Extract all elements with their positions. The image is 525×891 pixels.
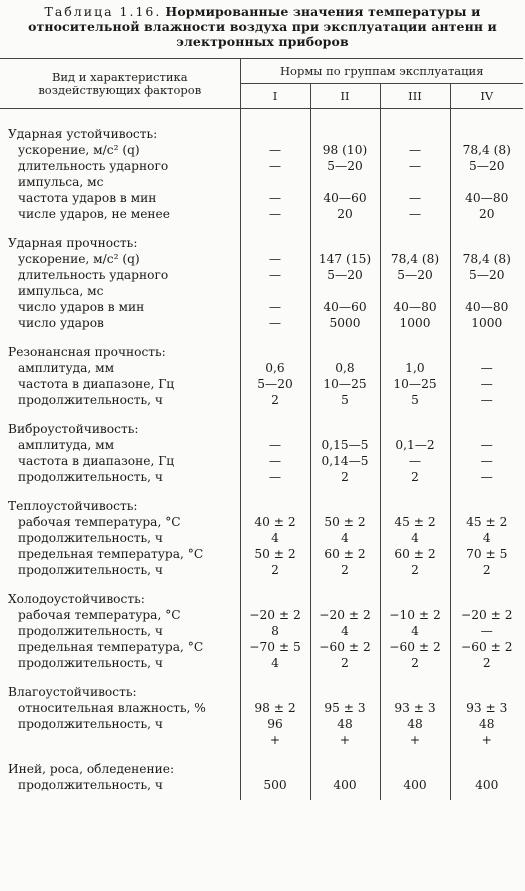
- value-cell: [240, 761, 310, 777]
- value-cell: [240, 235, 310, 251]
- spacer-cell: [0, 578, 240, 591]
- spacer-row: [0, 109, 523, 127]
- value-cell: —: [380, 158, 450, 174]
- table-row: [0, 562, 523, 578]
- value-cell: —: [380, 190, 450, 206]
- spacer-cell: [450, 793, 523, 800]
- value-cell: [310, 283, 380, 299]
- value-cell: [240, 421, 310, 437]
- spacer-cell: [0, 222, 240, 235]
- value-cell: [240, 174, 310, 190]
- spacer-cell: [310, 331, 380, 344]
- factor-label: частота ударов в мин: [18, 191, 157, 205]
- value-cell: 5: [310, 392, 380, 408]
- value-cell: [450, 174, 523, 190]
- value-cell: +: [450, 732, 523, 748]
- value-cell: 400: [310, 777, 380, 793]
- table-row: [0, 251, 523, 267]
- table-row: [0, 392, 523, 408]
- factor-label: предельная температура, °С: [18, 547, 204, 561]
- spacer-cell: [240, 578, 310, 591]
- value-cell: 5—20: [310, 267, 380, 283]
- value-cell: —: [450, 469, 523, 485]
- value-cell: 8: [240, 623, 310, 639]
- table-row: [0, 607, 523, 623]
- section-title: Ударная устойчивость:: [8, 127, 158, 141]
- table-row: [0, 732, 523, 748]
- spacer-cell: [380, 485, 450, 498]
- value-cell: —: [240, 190, 310, 206]
- value-cell: 10—25: [380, 376, 450, 392]
- spacer-cell: [380, 331, 450, 344]
- value-cell: 0,14—5: [310, 453, 380, 469]
- value-cell: 78,4 (8): [450, 142, 523, 158]
- value-cell: 45 ± 2: [380, 514, 450, 530]
- factor-label: предельная температура, °С: [18, 640, 204, 654]
- section-title-row: [0, 344, 523, 360]
- factor-label: продолжительность, ч: [18, 778, 163, 792]
- value-cell: 40 ± 2: [240, 514, 310, 530]
- spacer-cell: [380, 671, 450, 684]
- value-cell: 4: [380, 530, 450, 546]
- value-cell: 48: [380, 716, 450, 732]
- table-row: [0, 623, 523, 639]
- value-cell: [240, 126, 310, 142]
- spacer-cell: [450, 331, 523, 344]
- value-cell: 0,6: [240, 360, 310, 376]
- table-row: [0, 190, 523, 206]
- value-cell: —: [380, 453, 450, 469]
- value-cell: 70 ± 5: [450, 546, 523, 562]
- spacer-cell: [240, 793, 310, 800]
- value-cell: 48: [310, 716, 380, 732]
- value-cell: —: [240, 453, 310, 469]
- value-cell: 1000: [450, 315, 523, 331]
- value-cell: 0,8: [310, 360, 380, 376]
- factor-label: импульса, мс: [18, 284, 104, 298]
- factor-label: продолжительность, ч: [18, 470, 163, 484]
- value-cell: [240, 344, 310, 360]
- section-title: Холодоустойчивость:: [8, 592, 145, 606]
- spacer-cell: [450, 408, 523, 421]
- spacer-cell: [0, 793, 240, 800]
- spacer-cell: [310, 408, 380, 421]
- table-row: [0, 700, 523, 716]
- value-cell: [310, 421, 380, 437]
- value-cell: 98 (10): [310, 142, 380, 158]
- factor-label: ускорение, м/с² (q): [18, 143, 140, 157]
- value-cell: [450, 498, 523, 514]
- spacer-cell: [240, 331, 310, 344]
- value-cell: [380, 283, 450, 299]
- group-header: III: [380, 84, 450, 109]
- value-cell: −60 ± 2: [310, 639, 380, 655]
- factor-label: число ударов в мин: [18, 300, 145, 314]
- value-cell: —: [240, 267, 310, 283]
- value-cell: −60 ± 2: [380, 639, 450, 655]
- value-cell: [240, 283, 310, 299]
- spacer-cell: [450, 109, 523, 127]
- spacer-row: [0, 793, 523, 800]
- section-title: Влагоустойчивость:: [8, 685, 137, 699]
- spacer-row: [0, 485, 523, 498]
- spacer-row: [0, 222, 523, 235]
- table-body: [0, 109, 523, 801]
- norms-column-header: Нормы по группам эксплуатация: [240, 59, 523, 84]
- table-row: [0, 283, 523, 299]
- factor-label: амплитуда, мм: [18, 438, 115, 452]
- spacer-cell: [240, 222, 310, 235]
- value-cell: [310, 761, 380, 777]
- value-cell: 0,1—2: [380, 437, 450, 453]
- value-cell: −70 ± 5: [240, 639, 310, 655]
- value-cell: —: [450, 437, 523, 453]
- table-row: [0, 469, 523, 485]
- factor-label: продолжительность, ч: [18, 624, 163, 638]
- spacer-cell: [450, 671, 523, 684]
- value-cell: [380, 126, 450, 142]
- value-cell: —: [380, 142, 450, 158]
- factor-label: длительность ударного: [18, 268, 169, 282]
- value-cell: 48: [450, 716, 523, 732]
- spacer-cell: [380, 408, 450, 421]
- table-row: [0, 437, 523, 453]
- value-cell: 0,15—5: [310, 437, 380, 453]
- value-cell: +: [310, 732, 380, 748]
- spacer-cell: [310, 578, 380, 591]
- factor-label: частота в диапазоне, Гц: [18, 454, 175, 468]
- value-cell: −20 ± 2: [240, 607, 310, 623]
- value-cell: [310, 344, 380, 360]
- spacer-cell: [240, 109, 310, 127]
- section-title: Иней, роса, обледенение:: [8, 762, 175, 776]
- spacer-cell: [240, 671, 310, 684]
- value-cell: 93 ± 3: [380, 700, 450, 716]
- factor-label: числе ударов, не менее: [18, 207, 170, 221]
- factor-label: амплитуда, мм: [18, 361, 115, 375]
- value-cell: 4: [240, 655, 310, 671]
- factor-label: импульса, мс: [18, 175, 104, 189]
- spacer-cell: [240, 485, 310, 498]
- spacer-cell: [310, 671, 380, 684]
- spacer-cell: [0, 408, 240, 421]
- spacer-cell: [450, 222, 523, 235]
- factor-label: продолжительность, ч: [18, 393, 163, 407]
- table-row: [0, 174, 523, 190]
- value-cell: 93 ± 3: [450, 700, 523, 716]
- value-cell: 4: [310, 530, 380, 546]
- value-cell: [240, 684, 310, 700]
- value-cell: 60 ± 2: [380, 546, 450, 562]
- value-cell: —: [240, 469, 310, 485]
- value-cell: —: [240, 251, 310, 267]
- group-header: I: [240, 84, 310, 109]
- value-cell: 500: [240, 777, 310, 793]
- value-cell: 4: [450, 530, 523, 546]
- value-cell: 10—25: [310, 376, 380, 392]
- value-cell: −20 ± 2: [310, 607, 380, 623]
- value-cell: 60 ± 2: [310, 546, 380, 562]
- spacer-cell: [0, 485, 240, 498]
- table-row: [0, 453, 523, 469]
- value-cell: 400: [380, 777, 450, 793]
- value-cell: [310, 126, 380, 142]
- table-title: Нормированные значения температуры и относительной влажности воздуха при эксплуатации антенн и электронных приборов: [28, 4, 497, 49]
- table-row: [0, 376, 523, 392]
- section-title-row: [0, 498, 523, 514]
- table-row: [0, 299, 523, 315]
- value-cell: [450, 235, 523, 251]
- factor-label: длительность ударного: [18, 159, 169, 173]
- section-title-row: [0, 126, 523, 142]
- value-cell: +: [240, 732, 310, 748]
- value-cell: 40—80: [450, 190, 523, 206]
- spacer-cell: [310, 222, 380, 235]
- spacer-cell: [380, 748, 450, 761]
- section-title: Ударная прочность:: [8, 236, 138, 250]
- table-row: [0, 716, 523, 732]
- value-cell: [380, 761, 450, 777]
- table-row: [0, 546, 523, 562]
- spacer-row: [0, 408, 523, 421]
- table-row: [0, 206, 523, 222]
- value-cell: —: [450, 376, 523, 392]
- table-row: [0, 530, 523, 546]
- spacer-cell: [0, 331, 240, 344]
- value-cell: 40—80: [450, 299, 523, 315]
- spacer-cell: [380, 109, 450, 127]
- value-cell: 78,4 (8): [380, 251, 450, 267]
- value-cell: 5—20: [310, 158, 380, 174]
- section-title-row: [0, 684, 523, 700]
- spacer-cell: [240, 748, 310, 761]
- value-cell: [450, 344, 523, 360]
- value-cell: −10 ± 2: [380, 607, 450, 623]
- factor-label: ускорение, м/с² (q): [18, 252, 140, 266]
- group-header: II: [310, 84, 380, 109]
- factor-label: относительная влажность, %: [18, 701, 206, 715]
- value-cell: 147 (15): [310, 251, 380, 267]
- value-cell: —: [240, 315, 310, 331]
- spacer-cell: [310, 748, 380, 761]
- section-title-row: [0, 421, 523, 437]
- spacer-cell: [0, 109, 240, 127]
- table-row: [0, 639, 523, 655]
- value-cell: 2: [380, 655, 450, 671]
- value-cell: 2: [310, 655, 380, 671]
- value-cell: —: [240, 142, 310, 158]
- value-cell: —: [450, 453, 523, 469]
- table-row: [0, 360, 523, 376]
- value-cell: 4: [310, 623, 380, 639]
- value-cell: 5: [380, 392, 450, 408]
- table-row: [0, 514, 523, 530]
- spacer-cell: [0, 671, 240, 684]
- factor-label: рабочая температура, °С: [18, 515, 181, 529]
- value-cell: 78,4 (8): [450, 251, 523, 267]
- spacer-cell: [240, 408, 310, 421]
- value-cell: —: [240, 206, 310, 222]
- factor-column-header: Вид и характеристика воздействующих факторов: [0, 59, 240, 109]
- value-cell: +: [380, 732, 450, 748]
- value-cell: 20: [450, 206, 523, 222]
- value-cell: [450, 684, 523, 700]
- value-cell: 4: [240, 530, 310, 546]
- value-cell: −20 ± 2: [450, 607, 523, 623]
- spacer-cell: [310, 109, 380, 127]
- value-cell: —: [450, 623, 523, 639]
- value-cell: 5—20: [240, 376, 310, 392]
- value-cell: —: [240, 299, 310, 315]
- value-cell: 5000: [310, 315, 380, 331]
- table-row: [0, 655, 523, 671]
- table-row: [0, 315, 523, 331]
- value-cell: [380, 591, 450, 607]
- spacer-row: [0, 331, 523, 344]
- spacer-cell: [310, 793, 380, 800]
- value-cell: 20: [310, 206, 380, 222]
- value-cell: [240, 591, 310, 607]
- value-cell: —: [450, 392, 523, 408]
- spacer-cell: [450, 485, 523, 498]
- section-title-row: [0, 761, 523, 777]
- value-cell: 95 ± 3: [310, 700, 380, 716]
- section-title: Теплоустойчивость:: [8, 499, 138, 513]
- spacer-cell: [380, 222, 450, 235]
- spacer-cell: [380, 793, 450, 800]
- spacer-row: [0, 671, 523, 684]
- value-cell: 5—20: [450, 158, 523, 174]
- value-cell: —: [380, 206, 450, 222]
- value-cell: [450, 126, 523, 142]
- value-cell: 400: [450, 777, 523, 793]
- value-cell: 50 ± 2: [310, 514, 380, 530]
- value-cell: 4: [380, 623, 450, 639]
- value-cell: 2: [310, 469, 380, 485]
- value-cell: [380, 235, 450, 251]
- section-title-row: [0, 591, 523, 607]
- value-cell: [450, 283, 523, 299]
- group-header: IV: [450, 84, 523, 109]
- table-row: [0, 267, 523, 283]
- value-cell: [380, 174, 450, 190]
- factor-label: [0, 732, 240, 748]
- value-cell: —: [240, 437, 310, 453]
- value-cell: [380, 421, 450, 437]
- value-cell: —: [450, 360, 523, 376]
- value-cell: [310, 684, 380, 700]
- value-cell: 2: [240, 562, 310, 578]
- table-row: [0, 158, 523, 174]
- value-cell: 96: [240, 716, 310, 732]
- spacer-row: [0, 748, 523, 761]
- value-cell: [380, 684, 450, 700]
- factor-label: частота в диапазоне, Гц: [18, 377, 175, 391]
- value-cell: [310, 235, 380, 251]
- value-cell: 40—60: [310, 299, 380, 315]
- value-cell: [450, 421, 523, 437]
- value-cell: 2: [380, 562, 450, 578]
- factor-label: число ударов: [18, 316, 104, 330]
- table-number: Таблица 1.16.: [44, 4, 162, 19]
- value-cell: [450, 591, 523, 607]
- spacer-cell: [0, 748, 240, 761]
- value-cell: 2: [240, 392, 310, 408]
- section-title: Резонансная прочность:: [8, 345, 166, 359]
- value-cell: [310, 591, 380, 607]
- value-cell: 2: [450, 655, 523, 671]
- value-cell: −60 ± 2: [450, 639, 523, 655]
- spacer-cell: [310, 485, 380, 498]
- value-cell: [240, 498, 310, 514]
- value-cell: 40—60: [310, 190, 380, 206]
- value-cell: 2: [310, 562, 380, 578]
- spacer-cell: [450, 748, 523, 761]
- spacer-cell: [450, 578, 523, 591]
- section-title: Виброустойчивость:: [8, 422, 139, 436]
- factor-label: продолжительность, ч: [18, 656, 163, 670]
- table-row: [0, 777, 523, 793]
- value-cell: [380, 498, 450, 514]
- value-cell: 5—20: [450, 267, 523, 283]
- value-cell: 98 ± 2: [240, 700, 310, 716]
- spacer-row: [0, 578, 523, 591]
- value-cell: 45 ± 2: [450, 514, 523, 530]
- value-cell: [450, 761, 523, 777]
- table-row: [0, 142, 523, 158]
- value-cell: [380, 344, 450, 360]
- value-cell: 2: [380, 469, 450, 485]
- value-cell: [310, 174, 380, 190]
- table-caption: [0, 0, 525, 49]
- factor-label: рабочая температура, °С: [18, 608, 181, 622]
- value-cell: 1000: [380, 315, 450, 331]
- norms-table: [0, 58, 523, 800]
- spacer-cell: [380, 578, 450, 591]
- section-title-row: [0, 235, 523, 251]
- value-cell: 50 ± 2: [240, 546, 310, 562]
- value-cell: 40—80: [380, 299, 450, 315]
- value-cell: —: [240, 158, 310, 174]
- factor-label: продолжительность, ч: [18, 531, 163, 545]
- factor-label: продолжительность, ч: [18, 717, 163, 731]
- value-cell: 2: [450, 562, 523, 578]
- value-cell: [310, 498, 380, 514]
- factor-label: продолжительность, ч: [18, 563, 163, 577]
- value-cell: 1,0: [380, 360, 450, 376]
- value-cell: 5—20: [380, 267, 450, 283]
